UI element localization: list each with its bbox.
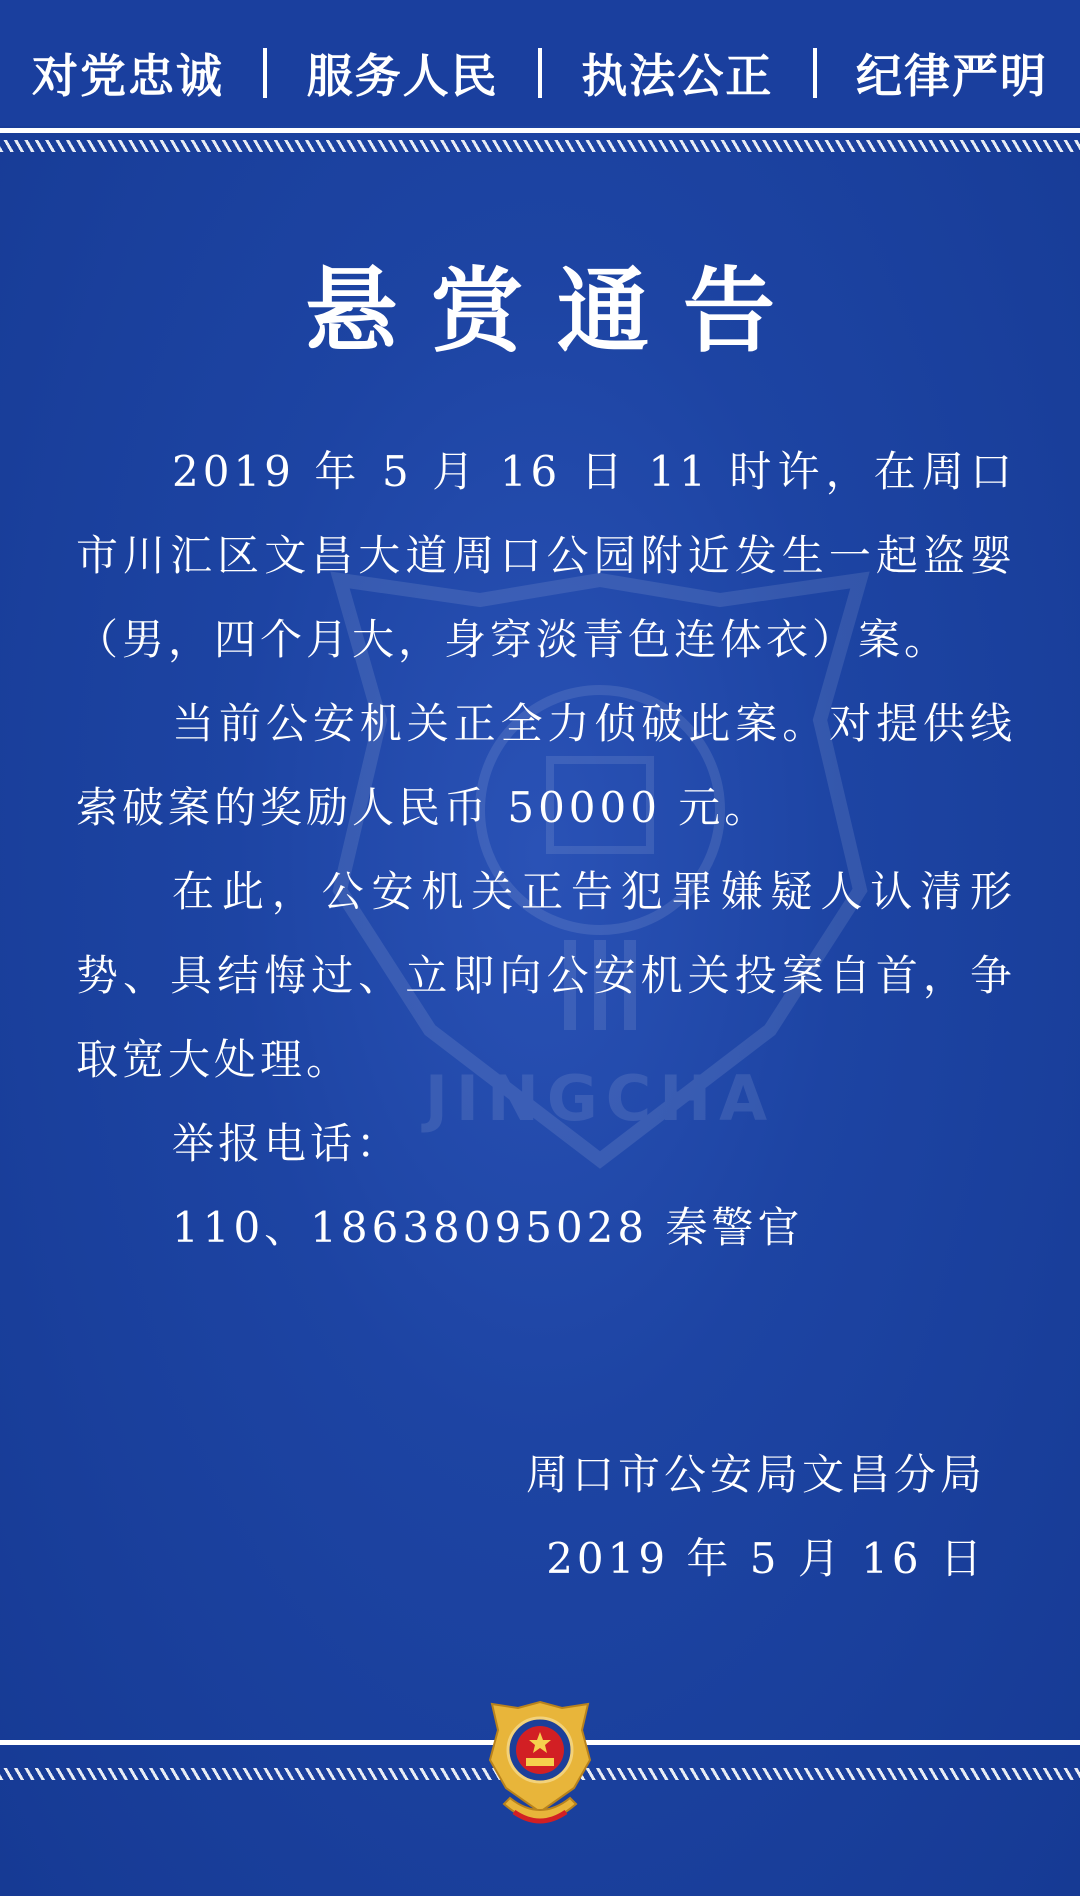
paragraph-warning: 在此，公安机关正告犯罪嫌疑人认清形势、具结悔过、立即向公安机关投案自首，争取宽大处理。 xyxy=(76,867,1016,1084)
slogan-1: 对党忠诚 xyxy=(32,49,224,103)
paragraph-reward: 当前公安机关正全力侦破此案。对提供线索破案的奖励人民币 50000 元。 xyxy=(76,699,1016,832)
top-divider-line xyxy=(0,128,1080,133)
slogan-separator xyxy=(813,48,817,98)
notice-title: 悬赏通告 xyxy=(304,258,809,365)
watermark-text: JINGCHA xyxy=(424,1062,776,1135)
top-hatch-border xyxy=(0,140,1080,152)
issue-date: 2019 年 5 月 16 日 xyxy=(546,1534,986,1583)
slogan-4: 纪律严明 xyxy=(855,49,1048,103)
paragraph-incident: 2019 年 5 月 16 日 11 时许，在周口市川汇区文昌大道周口公园附近发生一起盗婴（男，四个月大，身穿淡青色连体衣）案。 xyxy=(76,447,1016,664)
slogan-2: 服务人民 xyxy=(306,49,499,103)
slogan-banner xyxy=(0,0,1080,126)
slogan-separator xyxy=(263,48,267,98)
report-phone-numbers: 110、18638095028 秦警官 xyxy=(172,1203,804,1252)
slogan-3: 执法公正 xyxy=(581,49,774,103)
slogan-row xyxy=(0,38,1080,108)
police-emblem-icon xyxy=(484,1700,596,1836)
slogan-separator xyxy=(538,48,542,98)
issuer-name: 周口市公安局文昌分局 xyxy=(525,1450,986,1499)
report-phone-label: 举报电话： xyxy=(172,1119,403,1168)
notice-body xyxy=(76,430,1016,1270)
